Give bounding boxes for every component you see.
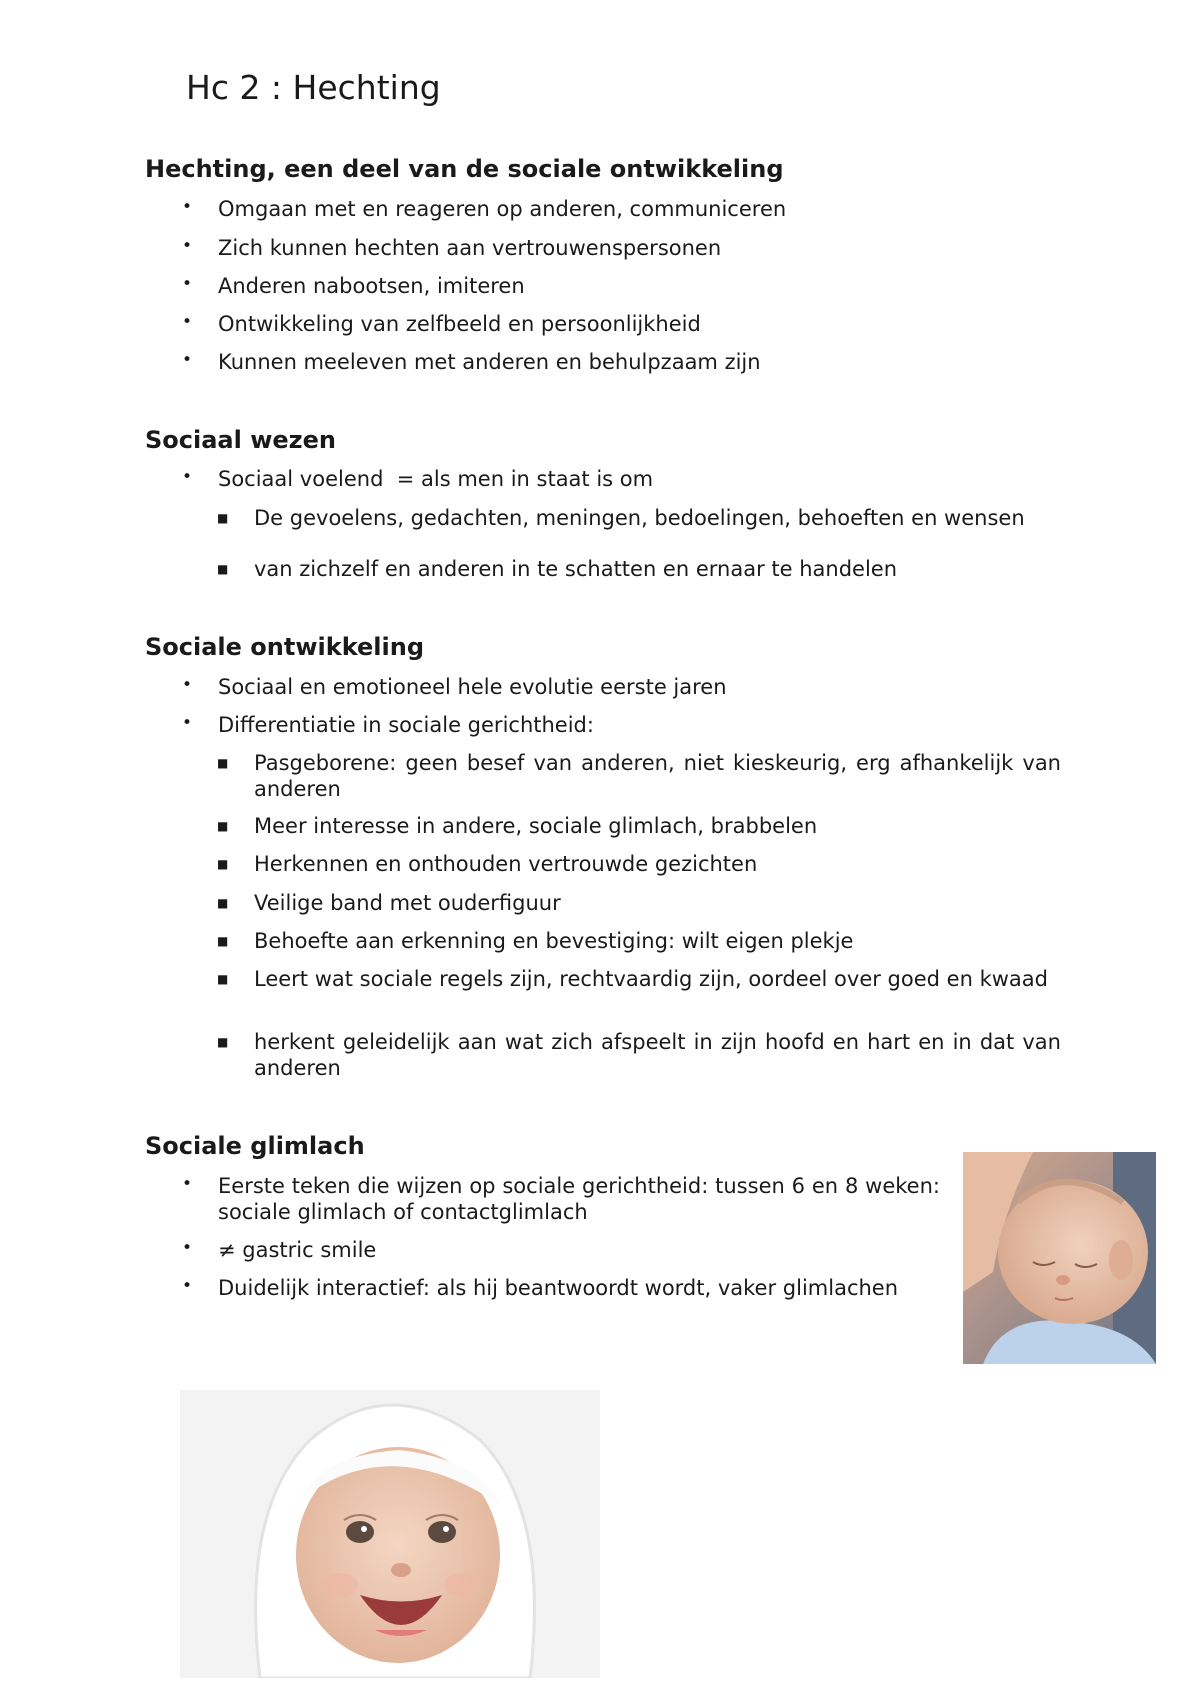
list-item: Kunnen meeleven met anderen en behulpzaam zijn [218,350,761,374]
section-heading-sociale-glimlach: Sociale glimlach [145,1132,365,1160]
section-heading-sociale-ontwikkeling: Sociale ontwikkeling [145,633,424,661]
square-bullet-icon: ■ [217,857,229,871]
bullet-icon: • [182,312,193,332]
list-item: Omgaan met en reageren op anderen, communiceren [218,197,787,221]
bullet-icon: • [182,675,193,695]
square-bullet-icon: ■ [217,819,229,833]
sub-list-item: Meer interesse in andere, sociale glimlach, brabbelen [254,814,818,838]
bullet-icon: • [182,1276,193,1296]
sub-list-item: van zichzelf en anderen in te schatten en ernaar te handelen [254,557,898,581]
list-item: Anderen nabootsen, imiteren [218,274,525,298]
laughing-baby-photo [180,1390,600,1678]
square-bullet-icon: ■ [217,1035,229,1049]
bullet-icon: • [182,713,193,733]
square-bullet-icon: ■ [217,934,229,948]
sub-list-item: Leert wat sociale regels zijn, rechtvaardig zijn, oordeel over goed en kwaad [254,967,1048,991]
sub-list-item: Herkennen en onthouden vertrouwde gezichten [254,852,758,876]
square-bullet-icon: ■ [217,972,229,986]
list-item: Eerste teken die wijzen op sociale gerichtheid: tussen 6 en 8 weken: sociale glimlach of contactglimlach [218,1174,940,1224]
sub-list-item: Behoefte aan erkenning en bevestiging: wilt eigen plekje [254,929,854,953]
list-item: Sociaal en emotioneel hele evolutie eerste jaren [218,675,727,699]
sub-list-item: De gevoelens, gedachten, meningen, bedoelingen, behoeften en wensen [254,506,1025,530]
bullet-icon: • [182,350,193,370]
list-item: Duidelijk interactief: als hij beantwoordt wordt, vaker glimlachen [218,1276,899,1300]
section-heading-sociaal-wezen: Sociaal wezen [145,426,336,454]
list-item: Sociaal voelend = als men in staat is om [218,467,654,491]
square-bullet-icon: ■ [217,511,229,525]
bullet-icon: • [182,467,193,487]
sub-list-item: Veilige band met ouderfiguur [254,891,561,915]
list-item: ≠ gastric smile [218,1238,377,1262]
square-bullet-icon: ■ [217,562,229,576]
sleeping-baby-photo [963,1152,1156,1364]
bullet-icon: • [182,236,193,256]
bullet-icon: • [182,1238,193,1258]
bullet-icon: • [182,274,193,294]
list-item: Zich kunnen hechten aan vertrouwenspersonen [218,236,722,260]
sub-list-item: herkent geleidelijk aan wat zich afspeelt in zijn hoofd en hart en in dat van anderen [254,1030,1061,1080]
square-bullet-icon: ■ [217,896,229,910]
list-item: Ontwikkeling van zelfbeeld en persoonlijkheid [218,312,701,336]
sub-list-item: Pasgeborene: geen besef van anderen, niet kieskeurig, erg afhankelijk van anderen [254,751,1061,801]
square-bullet-icon: ■ [217,756,229,770]
list-item: Differentiatie in sociale gerichtheid: [218,713,594,737]
bullet-icon: • [182,1174,193,1194]
page-title: Hc 2 : Hechting [186,68,441,107]
bullet-icon: • [182,197,193,217]
section-heading-hechting: Hechting, een deel van de sociale ontwikkeling [145,155,784,183]
